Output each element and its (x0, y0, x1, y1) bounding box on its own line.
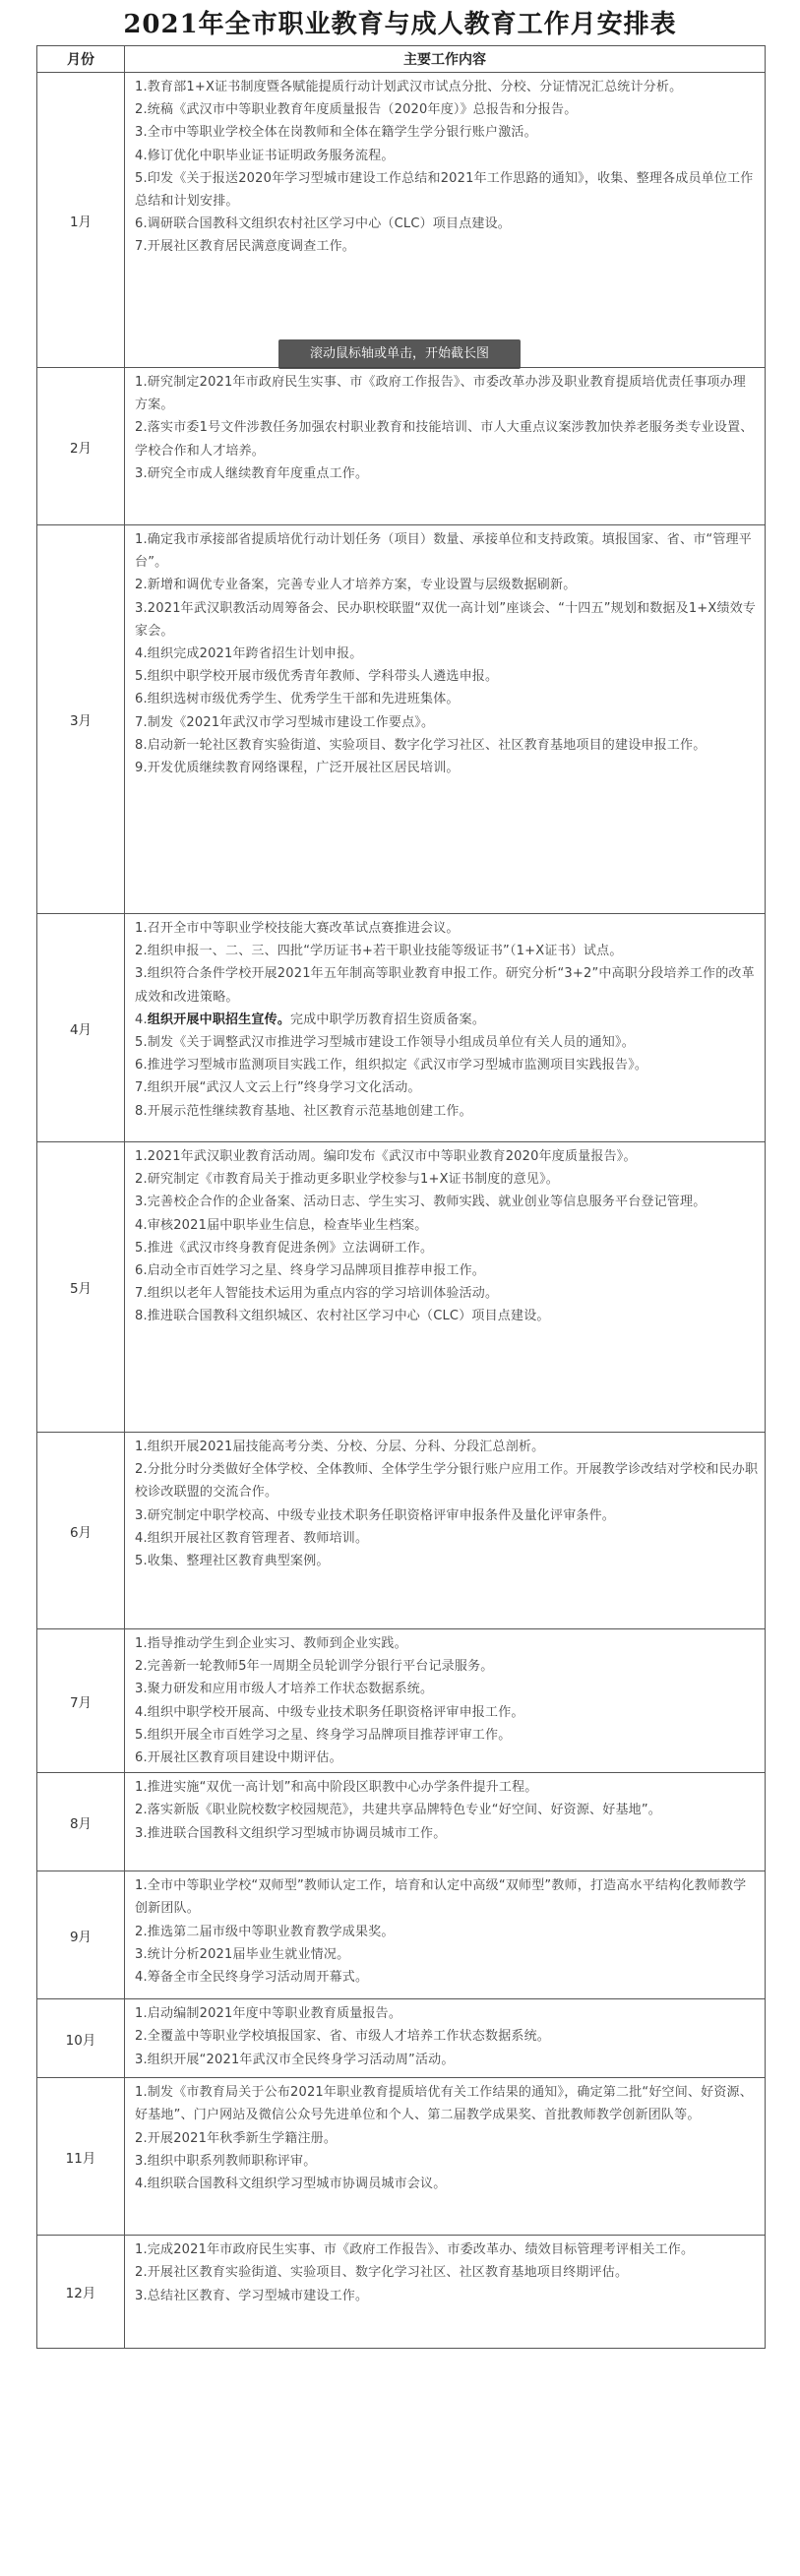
work-item: 1.推进实施“双优一高计划”和高中阶段区职教中心办学条件提升工程。 (135, 1780, 538, 1796)
table-row (37, 1999, 766, 2078)
table-row (37, 1433, 766, 1629)
work-item: 2.落实市委1号文件涉教任务加强农村职业教育和技能培训、市人大重点议案涉教加快养老服务类专业设置、学校合作和人才培养。 (135, 420, 754, 459)
work-content-cell (125, 1142, 766, 1433)
month-cell: 6月 (37, 1433, 125, 1629)
work-content-cell (125, 1999, 766, 2078)
table-row (37, 525, 766, 914)
work-item: 2.新增和调优专业备案，完善专业人才培养方案，专业设置与层级数据刷新。 (135, 578, 577, 593)
work-item: 2.推选第二届市级中等职业教育教学成果奖。 (135, 1924, 395, 1939)
monthly-plan-table (36, 45, 766, 2349)
table-row (37, 1629, 766, 1773)
work-item: 4.组织中职学校开展高、中级专业技术职务任职资格评审申报工作。 (135, 1704, 524, 1720)
work-item: 4.组织开展社区教育管理者、教师培训。 (135, 1530, 369, 1546)
work-item: 1.确定我市承接部省提质培优行动计划任务（项目）数量、承接单位和支持政策。填报国家、省、市“管理平台”。 (135, 532, 752, 571)
table-row (37, 1773, 766, 1871)
work-item: 2.统稿《武汉市中等职业教育年度质量报告（2020年度）》总报告和分报告。 (135, 102, 578, 118)
work-item: 3.聚力研发和应用市级人才培养工作状态数据系统。 (135, 1682, 434, 1697)
month-cell: 5月 (37, 1142, 125, 1433)
month-cell: 4月 (37, 914, 125, 1142)
work-item: 9.开发优质继续教育网络课程，广泛开展社区居民培训。 (135, 761, 460, 776)
table-row (37, 368, 766, 525)
work-item: 4.组织完成2021年跨省招生计划申报。 (135, 646, 363, 662)
work-item: 3.研究全市成人继续教育年度重点工作。 (135, 465, 369, 481)
work-content-cell (125, 525, 766, 914)
scroll-capture-tooltip: 滚动鼠标轴或单击，开始截长图 (278, 339, 521, 369)
work-item: 6.开展社区教育项目建设中期评估。 (135, 1750, 342, 1766)
work-item: 3.组织开展“2021年武汉市全民终身学习活动周”活动。 (135, 2052, 455, 2067)
work-item: 1.全市中等职业学校“双师型”教师认定工作，培育和认定中高级“双师型”教师，打造高水平结构化教师教学创新团队。 (135, 1878, 747, 1917)
work-item: 4.组织开展中职招生宣传。完成中职学历教育招生资质备案。 (135, 1012, 486, 1027)
work-item: 3.2021年武汉职教活动周筹备会、民办职校联盟“双优一高计划”座谈会、“十四五”规划和数据及1+X绩效专家会。 (135, 600, 757, 639)
work-item: 8.启动新一轮社区教育实验街道、实验项目、数字化学习社区、社区教育基地项目的建设申报工作。 (135, 737, 707, 753)
work-item: 2.组织申报一、二、三、四批“学历证书+若干职业技能等级证书”（1+X证书）试点。 (135, 944, 623, 959)
work-item: 3.组织中职系列教师职称评审。 (135, 2153, 317, 2169)
month-cell: 11月 (37, 2078, 125, 2236)
work-item: 7.组织以老年人智能技术运用为重点内容的学习培训体验活动。 (135, 1286, 499, 1302)
work-content-cell (125, 914, 766, 1142)
work-item: 3.研究制定中职学校高、中级专业技术职务任职资格评审申报条件及量化评审条件。 (135, 1507, 616, 1523)
work-item: 1.制发《市教育局关于公布2021年职业教育提质培优有关工作结果的通知》，确定第二批“好空间、好资源、好基地”、门户网站及微信公众号先进单位和个人、第二届教学成果奖、首批教师教学创新团队等。 (135, 2085, 753, 2123)
table-row (37, 2078, 766, 2236)
work-item: 2.开展社区教育实验街道、实验项目、数字化学习社区、社区教育基地项目终期评估。 (135, 2265, 629, 2281)
work-item: 5.制发《关于调整武汉市推进学习型城市建设工作领导小组成员单位有关人员的通知》。 (135, 1035, 635, 1051)
work-item: 6.组织选树市级优秀学生、优秀学生干部和先进班集体。 (135, 692, 460, 707)
work-item: 1.指导推动学生到企业实习、教师到企业实践。 (135, 1636, 407, 1651)
work-item: 2.开展2021年秋季新生学籍注册。 (135, 2130, 338, 2146)
work-item: 2.研究制定《市教育局关于推动更多职业学校参与1+X证书制度的意见》。 (135, 1172, 559, 1188)
table-row (37, 1871, 766, 1999)
work-item: 2.分批分时分类做好全体学校、全体教师、全体学生学分银行账户应用工作。开展教学诊改结对学校和民办职校诊改联盟的交流合作。 (135, 1462, 759, 1501)
month-cell: 10月 (37, 1999, 125, 2078)
month-cell: 9月 (37, 1871, 125, 1999)
month-cell: 1月 (37, 73, 125, 368)
column-header-month: 月份 (37, 46, 125, 73)
page-title: 2021年全市职业教育与成人教育工作月安排表 (123, 10, 677, 39)
work-item: 1.教育部1+X证书制度暨各赋能提质行动计划武汉市试点分批、分校、分证情况汇总统计分析。 (135, 80, 683, 94)
work-content-cell (125, 2236, 766, 2349)
work-item: 1.启动编制2021年度中等职业教育质量报告。 (135, 2006, 402, 2022)
work-item: 7.开展社区教育居民满意度调查工作。 (135, 239, 356, 255)
month-cell: 3月 (37, 525, 125, 914)
work-item: 4.组织联合国教科文组织学习型城市协调员城市会议。 (135, 2177, 447, 2192)
work-item: 3.统计分析2021届毕业生就业情况。 (135, 1946, 350, 1962)
work-item: 2.全覆盖中等职业学校填报国家、省、市级人才培养工作状态数据系统。 (135, 2029, 551, 2045)
work-item: 3.完善校企合作的企业备案、活动日志、学生实习、教师实践、就业创业等信息服务平台登记管理。 (135, 1195, 707, 1210)
work-content-cell (125, 1871, 766, 1999)
work-item: 2.完善新一轮教师5年一周期全员轮训学分银行平台记录服务。 (135, 1659, 494, 1675)
work-item: 5.收集、整理社区教育典型案例。 (135, 1554, 330, 1569)
emphasized-text: 组织开展中职招生宣传。 (147, 1012, 291, 1027)
work-item: 8.推进联合国教科文组织城区、农村社区学习中心（CLC）项目点建设。 (135, 1309, 550, 1324)
work-item: 5.印发《关于报送2020年学习型城市建设工作总结和2021年工作思路的通知》，收集、整理各成员单位工作总结和计划安排。 (135, 170, 754, 210)
work-content-cell (125, 73, 766, 368)
work-item: 1.召开全市中等职业学校技能大赛改革试点赛推进会议。 (135, 921, 460, 936)
work-item: 6.调研联合国教科文组织农村社区学习中心（CLC）项目点建设。 (135, 216, 512, 232)
month-cell: 7月 (37, 1629, 125, 1773)
month-cell: 12月 (37, 2236, 125, 2349)
table-header-row (37, 46, 766, 73)
column-header-content: 主要工作内容 (125, 46, 766, 73)
work-item: 1.2021年武汉职业教育活动周。编印发布《武汉市中等职业教育2020年度质量报告》。 (135, 1149, 637, 1164)
table-row (37, 2236, 766, 2349)
work-item: 4.筹备全市全民终身学习活动周开幕式。 (135, 1970, 369, 1986)
work-item: 5.推进《武汉市终身教育促进条例》立法调研工作。 (135, 1240, 434, 1256)
work-item: 6.推进学习型城市监测项目实践工作，组织拟定《武汉市学习型城市监测项目实践报告》。 (135, 1058, 648, 1073)
work-item: 5.组织中职学校开展市级优秀青年教师、学科带头人遴选申报。 (135, 669, 499, 685)
work-item: 8.开展示范性继续教育基地、社区教育示范基地创建工作。 (135, 1103, 472, 1119)
work-item: 7.制发《2021年武汉市学习型城市建设工作要点》。 (135, 714, 435, 730)
work-item: 3.总结社区教育、学习型城市建设工作。 (135, 2288, 369, 2303)
table-row (37, 1142, 766, 1433)
table-row (37, 73, 766, 368)
work-item: 1.组织开展2021届技能高考分类、分校、分层、分科、分段汇总剖析。 (135, 1440, 545, 1454)
work-item: 3.推进联合国教科文组织学习型城市协调员城市工作。 (135, 1825, 447, 1841)
work-content-cell (125, 1773, 766, 1871)
work-item: 3.组织符合条件学校开展2021年五年制高等职业教育申报工作。研究分析“3+2”中高职分段培养工作的改革成效和改进策略。 (135, 966, 755, 1005)
work-item: 1.完成2021年市政府民生实事、市《政府工作报告》、市委改革办、绩效目标管理考评相关工作。 (135, 2242, 695, 2258)
work-item: 1.研究制定2021年市政府民生实事、市《政府工作报告》、市委改革办涉及职业教育提质培优责任事项办理方案。 (135, 375, 746, 413)
work-item: 7.组织开展“武汉人文云上行”终身学习文化活动。 (135, 1080, 421, 1096)
work-content-cell (125, 1629, 766, 1773)
table-row (37, 914, 766, 1142)
work-item: 4.修订优化中职毕业证书证明政务服务流程。 (135, 148, 395, 163)
work-item: 5.组织开展全市百姓学习之星、终身学习品牌项目推荐评审工作。 (135, 1727, 512, 1743)
work-content-cell (125, 368, 766, 525)
work-content-cell (125, 1433, 766, 1629)
month-cell: 8月 (37, 1773, 125, 1871)
work-item: 3.全市中等职业学校全体在岗教师和全体在籍学生学分银行账户激活。 (135, 125, 537, 141)
work-item: 6.启动全市百姓学习之星、终身学习品牌项目推荐申报工作。 (135, 1263, 486, 1279)
work-item: 4.审核2021届中职毕业生信息，检查毕业生档案。 (135, 1217, 428, 1233)
work-item: 2.落实新版《职业院校数字校园规范》，共建共享品牌特色专业“好空间、好资源、好基地”。 (135, 1803, 661, 1818)
work-content-cell (125, 2078, 766, 2236)
table-body (37, 73, 766, 2349)
month-cell: 2月 (37, 368, 125, 525)
